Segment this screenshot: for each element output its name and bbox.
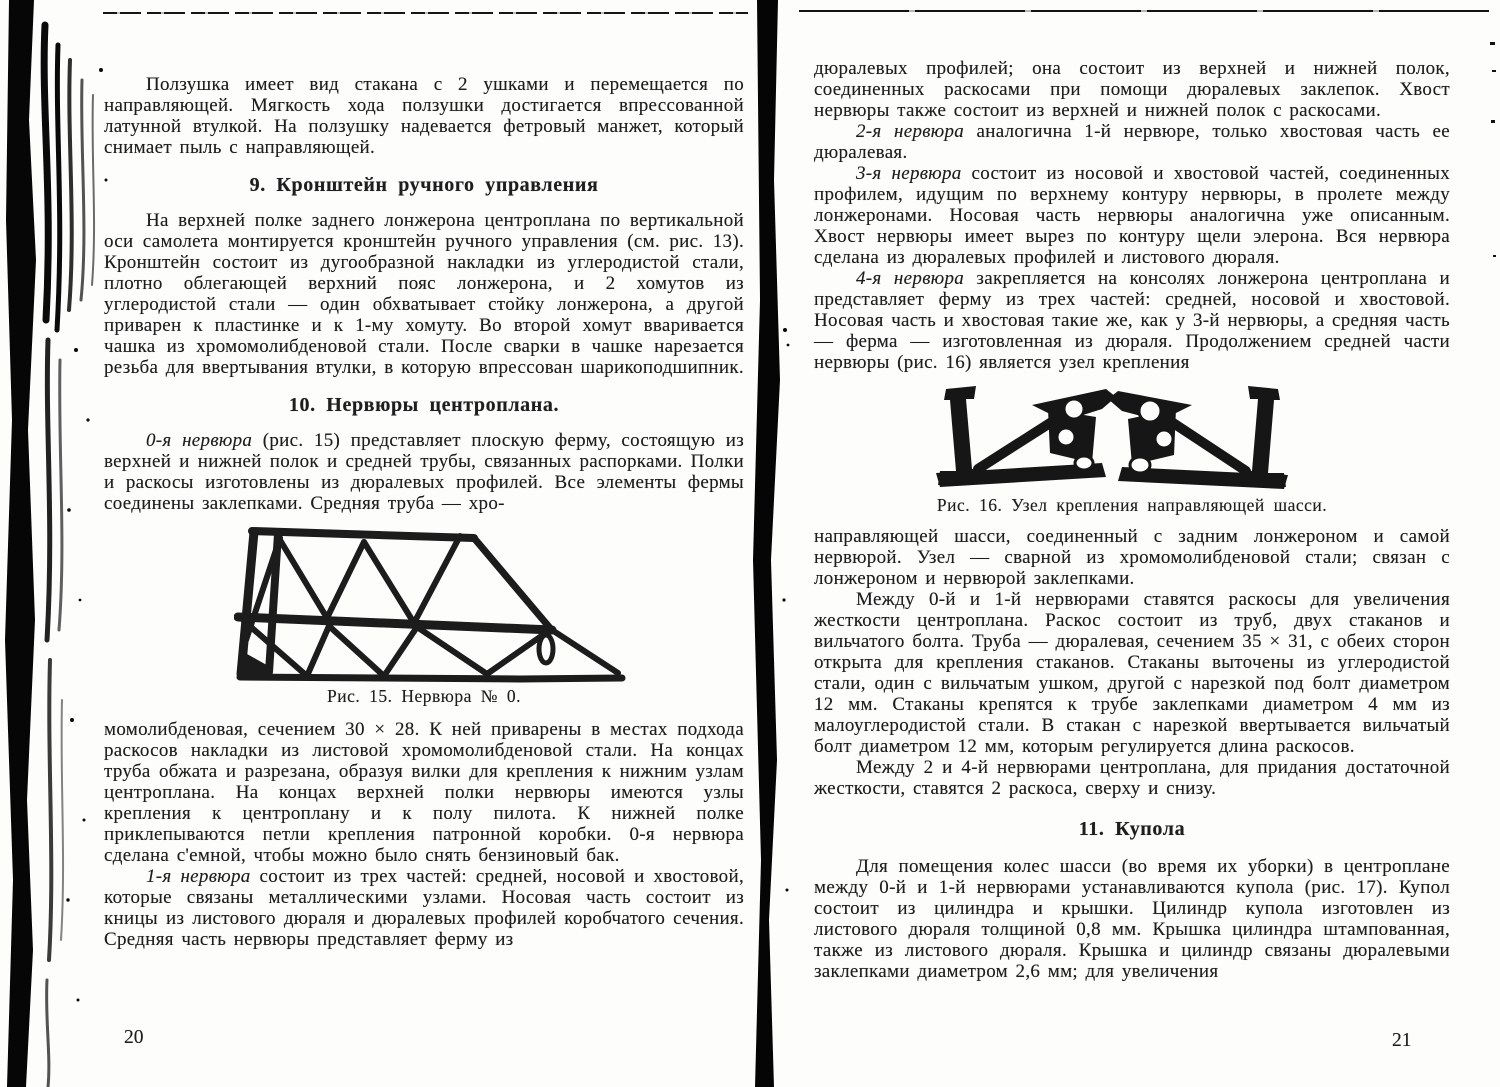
paragraph-rib-4 <box>814 268 1450 373</box>
paragraph-rib-4-continuation: направляющей шасси, соединенный с задним лонжероном и самой нервюрой. Узел — сварной из хромомолибденовой стали; связан с лонжероном и нервюрой заклепками. <box>814 526 1450 589</box>
paragraph-rib-2 <box>814 121 1450 163</box>
paragraph-rib-1-continuation: дюралевых профилей; она состоит из верхней и нижней полок, соединенных раскосами при помощи дюралевых заклепок. Хвост нервюры также состоит из верхней и нижней полок с раскосами. <box>814 58 1450 121</box>
right-page-column <box>814 58 1450 982</box>
rib-1-text: состоит из трех частей: средней, носовой и хвостовой, которые связаны металлическими узлами. Носовая часть состоит из кницы из листового дюраля и дюралевых профилей коробчатого сечения. Средняя часть нервюры представляет ферму из <box>104 866 744 950</box>
paragraph-rib-0-continuation: момолибденовая, сечением 30 × 28. К ней приварены в местах подхода раскосов накладки из листовой хромомолибденовой стали. На концах труба обжата и разрезана, образуя вилки для крепления к нижним узлам центроплана. На концах верхней полки нервюры имеются узлы крепления к центроплану и к полу пилота. К нижней полке приклепываются петли крепления патронной коробки. 0-я нервюра сделана с'емной, чтобы можно было снять бензиновый бак. <box>104 719 744 866</box>
paragraph-bracket-hand-control: На верхней полке заднего лонжерона центроплана по вертикальной оси самолета монтируется кронштейн ручного управления (см. рис. 13). Кронштейн состоит из дугообразной накладки из углеродистой стали, плотно облегающей верхний пояс лонжерона, и 2 хомутов из углеродистой стали — один обхватывает стойку лонжерона, а другой приварен к пластинке и к 1-му хомуту. Во второй хомут вваривается чашка из хромомолибденовой стали. После сварки в чашке нарезается резьба для ввертывания втулки, в которую впрессован шарикоподшипник. <box>104 210 744 378</box>
figure-16-caption: Рис. 16. Узел крепления направляющей шасси. <box>936 495 1328 515</box>
section-10-heading: 10. Нервюры центроплана. <box>288 394 560 416</box>
rib-0-lead-italic: 0-я нервюра <box>146 430 253 451</box>
binding-edge-smudge <box>0 0 115 1087</box>
rib-4-text: закрепляется на консолях лонжерона центроплана и представляет ферму из трех частей: средней, носовой и хвостовой. Носовая часть и хвостовая такие же, как у 3-й нервюры, а средняя часть — ферма — изготовленная из дюраля. Продолжением средней части нервюры (рис. 16) является узел крепления <box>814 268 1450 373</box>
right-edge-specks <box>1484 0 1500 1087</box>
rib-2-text: аналогична 1-й нервюре, только хвостовая часть ее дюралевая. <box>814 121 1450 163</box>
gutter-shadow-bar <box>745 0 795 1087</box>
rib-3-text: состоит из носовой и хвостовой частей, соединенных профилем, идущим по верхнему контуру нервюры, в пролете между лонжеронами. Носовая часть нервюры аналогична уже описанным. Хвост нервюры имеет вырез по контуру щели элерона. Вся нервюра сделана из дюралевых профилей и листового дюраля. <box>814 163 1450 268</box>
paragraph-braces: Между 0-й и 1-й нервюрами ставятся раскосы для увеличения жесткости центроплана. Раскос состоит из труб, двух стаканов и вильчатого болта. Труба — дюралевая, сечением 35 × 31, с обеих сторон открыта для крепления стаканов. Стаканы выточены из углеродистой стали, один с вильчатым ушком, другой с нарезкой под болт диаметром 12 мм. Стаканы крепятся к трубе заклепками диаметром 4 мм из малоуглеродистой стали. В стакан с нарезкой ввертывается вильчатый болт диаметром 12 мм, которым регулируется длина раскосов. <box>814 589 1450 757</box>
paragraph-cupolas: Для помещения колес шасси (во время их уборки) в центроплане между 0-й и 1-й нервюрами устанавливаются купола (рис. 17). Купол состоит из цилиндра и крышки. Цилиндр купола изготовлен из листового дюраля толщиной 0,8 мм. Крышка цилиндра штампованная, также из листового дюраля. Крышка и цилиндр связаны дюралевыми заклепками диаметром 2,6 мм; для увеличения <box>814 856 1450 982</box>
paragraph-rib-0 <box>104 430 744 514</box>
right-page-number: 21 <box>1392 1030 1412 1051</box>
paragraph-braces-2: Между 2 и 4-й нервюрами центроплана, для придания достаточной жесткости, ставятся 2 раскоса, сверху и снизу. <box>814 757 1450 799</box>
rib-1-lead-italic: 1-я нервюра <box>146 866 251 887</box>
top-edge-rule-left-page <box>103 12 748 14</box>
figure-16-block <box>814 383 1450 516</box>
rib-4-lead-italic: 4-я нервюра <box>856 268 965 289</box>
left-page-column <box>104 74 744 950</box>
section-11-heading: 11. Купола <box>1078 818 1186 840</box>
top-edge-rule-right-page <box>799 10 1489 12</box>
rib-3-lead-italic: 3-я нервюра <box>856 163 962 184</box>
rib-0-text: (рис. 15) представляет плоскую ферму, состоящую из верхней и нижней полок и средней трубы, связанных распорками. Полки и раскосы изготовлены из дюралевых профилей. Все элементы фермы соединены заклепками. Средняя труба — хро- <box>104 430 744 514</box>
figure-15-rib-drawing <box>234 522 626 686</box>
rib-2-lead-italic: 2-я нервюра <box>856 121 965 142</box>
paragraph-rib-3 <box>814 163 1450 268</box>
paragraph-slider-continuation: Ползушка имеет вид стакана с 2 ушками и перемещается по направляющей. Мягкость хода ползушки достигается впрессованной латунной втулкой. На ползушку надевается фетровый манжет, который снимает пыль с направляющей. <box>104 74 744 158</box>
section-9-heading: 9. Кронштейн ручного управления <box>249 174 599 196</box>
left-page-number: 20 <box>124 1027 144 1048</box>
figure-16-node-photo <box>934 383 1290 495</box>
paragraph-rib-1 <box>104 866 744 950</box>
figure-15-block <box>104 522 744 707</box>
figure-15-caption: Рис. 15. Нервюра № 0. <box>327 686 521 706</box>
